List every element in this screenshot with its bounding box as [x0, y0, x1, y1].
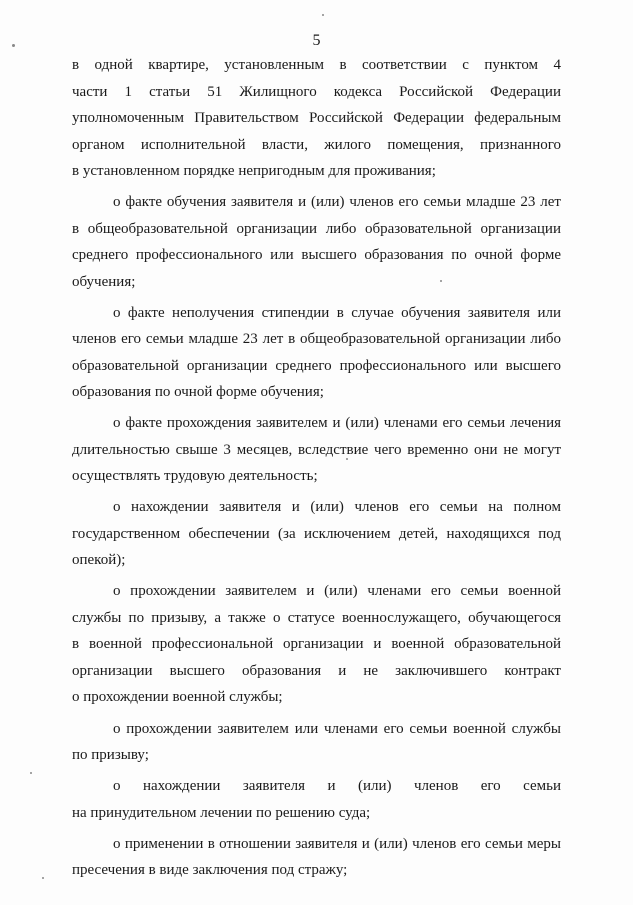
text-line: по призыву;	[72, 747, 149, 764]
text-line: на принудительном лечении по решению суда;	[72, 804, 371, 821]
text-line: опекой);	[72, 552, 126, 569]
text-line: о применении в отношении заявителя и (или) членов его семьи меры	[113, 835, 561, 852]
text-line: органом исполнительной власти, жилого помещения, признанного	[72, 136, 561, 153]
scan-speck	[30, 772, 32, 774]
scan-speck	[346, 458, 348, 460]
text-line: в общеобразовательной организации либо образовательной организации	[72, 220, 561, 237]
text-line: государственном обеспечении (за исключением детей, находящихся под	[72, 525, 561, 542]
paragraph	[72, 494, 561, 574]
text-line: в одной квартире, установленным в соответствии с пунктом 4	[72, 57, 561, 73]
paragraph	[72, 831, 561, 884]
text-line: в установленном порядке непригодным для проживания;	[72, 163, 436, 179]
text-line: образования по очной форме обучения;	[72, 384, 324, 401]
scan-speck	[12, 44, 15, 47]
text-line: образовательной организации среднего профессионального или высшего	[72, 357, 561, 374]
text-line: части 1 статьи 51 Жилищного кодекса Российской Федерации	[72, 83, 561, 100]
text-line: уполномоченным Правительством Российской Федерации федеральным	[72, 110, 561, 126]
text-line: о факте неполучения стипендии в случае обучения заявителя или	[113, 304, 561, 321]
scan-speck	[322, 14, 324, 16]
text-line: о прохождении заявителем или членами его семьи военной службы	[113, 720, 561, 737]
text-line: службы по призыву, а также о статусе военнослужащего, обучающегося	[72, 609, 561, 626]
text-line: в военной профессиональной организации и военной образовательной	[72, 636, 561, 653]
text-line: о прохождении заявителем и (или) членами его семьи военной	[113, 583, 561, 600]
paragraph	[72, 52, 561, 185]
paragraph	[72, 410, 561, 490]
text-line: обучения;	[72, 273, 136, 290]
paragraph	[72, 189, 561, 295]
text-line: осуществлять трудовую деятельность;	[72, 468, 318, 485]
text-line: пресечения в виде заключения под стражу;	[72, 862, 348, 879]
text-line: о прохождении военной службы;	[72, 689, 283, 706]
scan-speck	[440, 280, 442, 282]
paragraph	[72, 300, 561, 406]
text-line: длительностью свыше 3 месяцев, вследствие чего временно они не могут	[72, 441, 561, 458]
paragraph	[72, 716, 561, 769]
text-line: о факте обучения заявителя и (или) членов его семьи младше 23 лет	[113, 194, 561, 211]
text-line: членов его семьи младше 23 лет в общеобразовательной организации либо	[72, 331, 561, 348]
document-body	[72, 52, 561, 884]
text-line: среднего профессионального или высшего образования по очной форме	[72, 247, 561, 264]
paragraph	[72, 578, 561, 711]
text-line: организации высшего образования и не заключившего контракт	[72, 662, 561, 679]
page-number: 5	[312, 32, 321, 49]
text-line: о нахождении заявителя и (или) членов его семьи на полном	[113, 499, 561, 516]
scan-speck	[42, 877, 44, 879]
text-line: о факте прохождения заявителем и (или) членами его семьи лечения	[113, 415, 561, 432]
text-line: о нахождении заявителя и (или) членов его семьи	[113, 778, 561, 795]
paragraph	[72, 773, 561, 826]
